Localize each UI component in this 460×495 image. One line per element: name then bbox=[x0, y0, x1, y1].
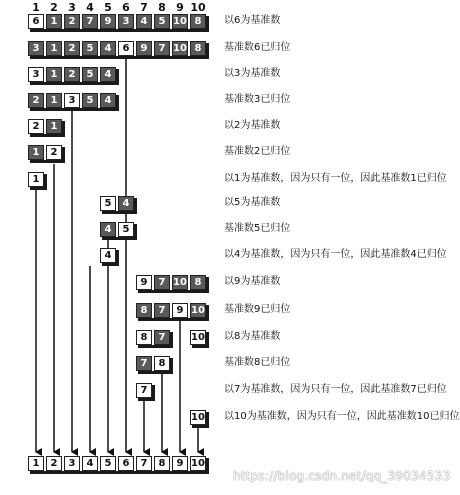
array-cell: 4 bbox=[136, 14, 152, 29]
step-label: 基准数3已归位 bbox=[224, 94, 291, 105]
index-label: 3 bbox=[68, 1, 76, 14]
array-cell: 7 bbox=[136, 456, 152, 471]
index-label: 1 bbox=[32, 1, 40, 14]
array-cell: 7 bbox=[154, 41, 170, 56]
cell-shadow bbox=[102, 263, 119, 266]
array-cell: 7 bbox=[136, 383, 152, 398]
index-label: 4 bbox=[86, 1, 94, 14]
array-cell: 4 bbox=[100, 248, 116, 263]
array-cell: 2 bbox=[28, 93, 44, 108]
step-label: 以3为基准数 bbox=[224, 68, 281, 79]
array-cell: 5 bbox=[100, 456, 116, 471]
cell-shadow bbox=[30, 134, 65, 137]
cell-shadow bbox=[30, 108, 119, 111]
array-cell: 5 bbox=[118, 222, 134, 237]
index-label: 7 bbox=[140, 1, 148, 14]
step-label: 基准数8已归位 bbox=[224, 357, 291, 368]
cell-shadow bbox=[192, 425, 209, 428]
step-label: 以7为基准数，因为只有一位，因此基准数7已归位 bbox=[224, 384, 447, 395]
array-cell: 4 bbox=[100, 67, 116, 82]
cell-shadow bbox=[30, 82, 119, 85]
cell-shadow bbox=[138, 290, 209, 293]
cell-shadow bbox=[30, 160, 65, 163]
array-cell: 3 bbox=[28, 67, 44, 82]
array-cell: 4 bbox=[82, 456, 98, 471]
step-label: 以5为基准数 bbox=[224, 197, 281, 208]
step-label: 以1为基准数，因为只有一位，因此基准数1已归位 bbox=[224, 173, 447, 184]
array-cell: 2 bbox=[64, 41, 80, 56]
array-cell: 2 bbox=[46, 145, 62, 160]
array-cell: 1 bbox=[46, 41, 62, 56]
array-cell: 9 bbox=[172, 303, 188, 318]
index-label: 9 bbox=[176, 1, 184, 14]
array-cell: 10 bbox=[191, 458, 205, 469]
watermark: https://blog.csdn.net/qq_39034533 bbox=[233, 469, 451, 483]
step-label: 基准数6已归位 bbox=[224, 42, 291, 53]
array-cell: 5 bbox=[100, 196, 116, 211]
array-cell: 1 bbox=[46, 67, 62, 82]
array-cell: 7 bbox=[136, 356, 152, 371]
array-cell: 4 bbox=[100, 222, 116, 237]
cell-shadow bbox=[192, 345, 209, 348]
array-cell: 3 bbox=[64, 456, 80, 471]
array-cell: 9 bbox=[172, 456, 188, 471]
array-cell: 10 bbox=[173, 277, 187, 288]
array-cell: 10 bbox=[191, 332, 205, 343]
array-cell: 1 bbox=[28, 456, 44, 471]
array-cell: 4 bbox=[100, 41, 116, 56]
array-cell: 3 bbox=[28, 41, 44, 56]
array-cell: 2 bbox=[64, 67, 80, 82]
array-cell: 9 bbox=[100, 14, 116, 29]
cell-shadow bbox=[138, 371, 173, 374]
array-cell: 5 bbox=[154, 14, 170, 29]
cell-shadow bbox=[30, 56, 209, 59]
array-cell: 8 bbox=[154, 356, 170, 371]
array-cell: 5 bbox=[82, 67, 98, 82]
cell-shadow bbox=[30, 187, 47, 190]
array-cell: 4 bbox=[118, 196, 134, 211]
step-label: 以8为基准数 bbox=[224, 331, 281, 342]
step-label: 基准数5已归位 bbox=[224, 223, 291, 234]
step-label: 以4为基准数，因为只有一位，因此基准数4已归位 bbox=[224, 249, 447, 260]
array-cell: 8 bbox=[190, 275, 206, 290]
array-cell: 8 bbox=[136, 303, 152, 318]
array-cell: 10 bbox=[191, 412, 205, 423]
array-cell: 7 bbox=[154, 275, 170, 290]
array-cell: 2 bbox=[64, 14, 80, 29]
array-cell: 6 bbox=[118, 456, 134, 471]
array-cell: 1 bbox=[28, 145, 44, 160]
cell-shadow bbox=[102, 237, 137, 240]
array-cell: 7 bbox=[82, 14, 98, 29]
step-label: 以9为基准数 bbox=[224, 276, 281, 287]
step-label: 以6为基准数 bbox=[224, 15, 281, 26]
array-cell: 8 bbox=[190, 41, 206, 56]
array-cell: 3 bbox=[64, 93, 80, 108]
step-label: 基准数2已归位 bbox=[224, 146, 291, 157]
array-cell: 2 bbox=[46, 456, 62, 471]
index-label: 8 bbox=[158, 1, 166, 14]
array-cell: 7 bbox=[154, 330, 170, 345]
step-label: 基准数9已归位 bbox=[224, 304, 291, 315]
index-label: 5 bbox=[104, 1, 112, 14]
cell-shadow bbox=[138, 318, 209, 321]
array-cell: 1 bbox=[46, 93, 62, 108]
array-cell: 10 bbox=[173, 43, 187, 54]
array-cell: 1 bbox=[46, 14, 62, 29]
step-label: 以10为基准数，因为只有一位，因此基准数10已归位 bbox=[224, 411, 460, 422]
cell-shadow bbox=[30, 29, 209, 32]
step-label: 以2为基准数 bbox=[224, 120, 281, 131]
array-cell: 1 bbox=[46, 119, 62, 134]
index-label: 6 bbox=[122, 1, 130, 14]
cell-shadow bbox=[30, 471, 209, 474]
array-cell: 6 bbox=[118, 41, 134, 56]
array-cell: 4 bbox=[100, 93, 116, 108]
array-cell: 9 bbox=[136, 275, 152, 290]
array-cell: 2 bbox=[28, 119, 44, 134]
array-cell: 3 bbox=[118, 14, 134, 29]
cell-shadow bbox=[138, 345, 173, 348]
array-cell: 7 bbox=[154, 303, 170, 318]
array-cell: 8 bbox=[136, 330, 152, 345]
index-label: 10 bbox=[190, 1, 206, 14]
array-cell: 10 bbox=[173, 16, 187, 27]
array-cell: 8 bbox=[190, 14, 206, 29]
array-cell: 10 bbox=[191, 305, 205, 316]
cell-shadow bbox=[102, 211, 137, 214]
array-cell: 5 bbox=[82, 41, 98, 56]
index-label: 2 bbox=[50, 1, 58, 14]
array-cell: 6 bbox=[28, 14, 44, 29]
array-cell: 9 bbox=[136, 41, 152, 56]
array-cell: 8 bbox=[154, 456, 170, 471]
array-cell: 5 bbox=[82, 93, 98, 108]
cell-shadow bbox=[138, 398, 155, 401]
array-cell: 1 bbox=[28, 172, 44, 187]
